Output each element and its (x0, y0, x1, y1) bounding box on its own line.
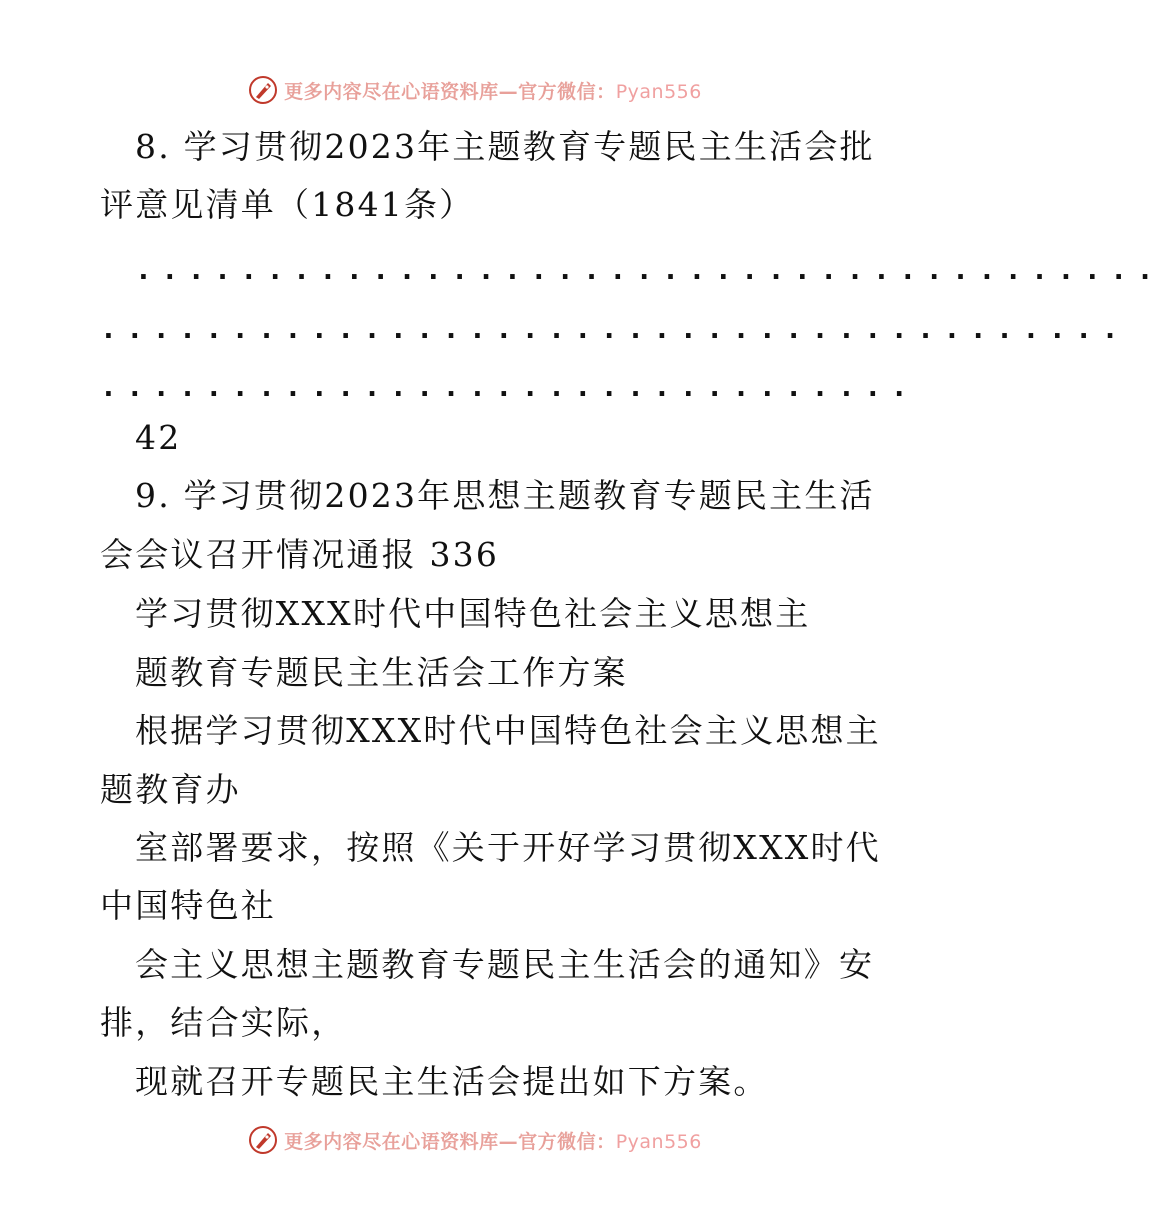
paragraph-3-line2: 排，结合实际， (100, 1003, 347, 1042)
toc-leader-dots-3: ............................... (100, 370, 918, 403)
footer-banner (0, 1120, 950, 1160)
banner-text (284, 77, 702, 104)
toc-item-8-line2: 评意见清单（1841条） (100, 185, 475, 224)
paragraph-2-line1: 室部署要求，按照《关于开好学习贯彻XXX时代 (135, 828, 881, 867)
paragraph-1-line2: 题教育办 (100, 770, 241, 809)
toc-item-9-line2: 会会议召开情况通报 336 (100, 535, 500, 574)
paragraph-4-line1: 现就召开专题民主生活会提出如下方案。 (135, 1062, 769, 1101)
paragraph-3-line1: 会主义思想主题教育专题民主生活会的通知》安 (135, 945, 875, 984)
toc-item-9-line1: 9. 学习贯彻2023年思想主题教育专题民主生活 (135, 476, 875, 515)
paragraph-2-line2: 中国特色社 (100, 886, 276, 925)
pen-nib-logo-icon (248, 75, 278, 105)
toc-item-8-page: 42 (135, 418, 182, 457)
toc-leader-dots-2: ....................................... (100, 312, 1128, 345)
doc-title-line2: 题教育专题民主生活会工作方案 (135, 653, 628, 692)
pen-nib-logo-icon (248, 1125, 278, 1155)
banner-wechat-label: 官方微信： (518, 80, 616, 103)
banner-wechat-account: Pyan556 (615, 1130, 702, 1153)
paragraph-1-line1: 根据学习贯彻XXX时代中国特色社会主义思想主 (135, 711, 881, 750)
banner-dash: — (498, 80, 519, 103)
toc-item-8-line1: 8. 学习贯彻2023年主题教育专题民主生活会批 (135, 127, 875, 166)
doc-title-line1: 学习贯彻XXX时代中国特色社会主义思想主 (135, 594, 811, 633)
banner-wechat-label: 官方微信： (518, 1130, 616, 1153)
banner-site-text: 更多内容尽在心语资料库 (284, 1130, 499, 1153)
banner-site-text: 更多内容尽在心语资料库 (284, 80, 499, 103)
banner-wechat-account: Pyan556 (615, 80, 702, 103)
toc-leader-dots-1: ....................................... (135, 253, 1163, 286)
banner-text (284, 1127, 702, 1154)
header-banner (0, 70, 950, 110)
banner-dash: — (498, 1130, 519, 1153)
